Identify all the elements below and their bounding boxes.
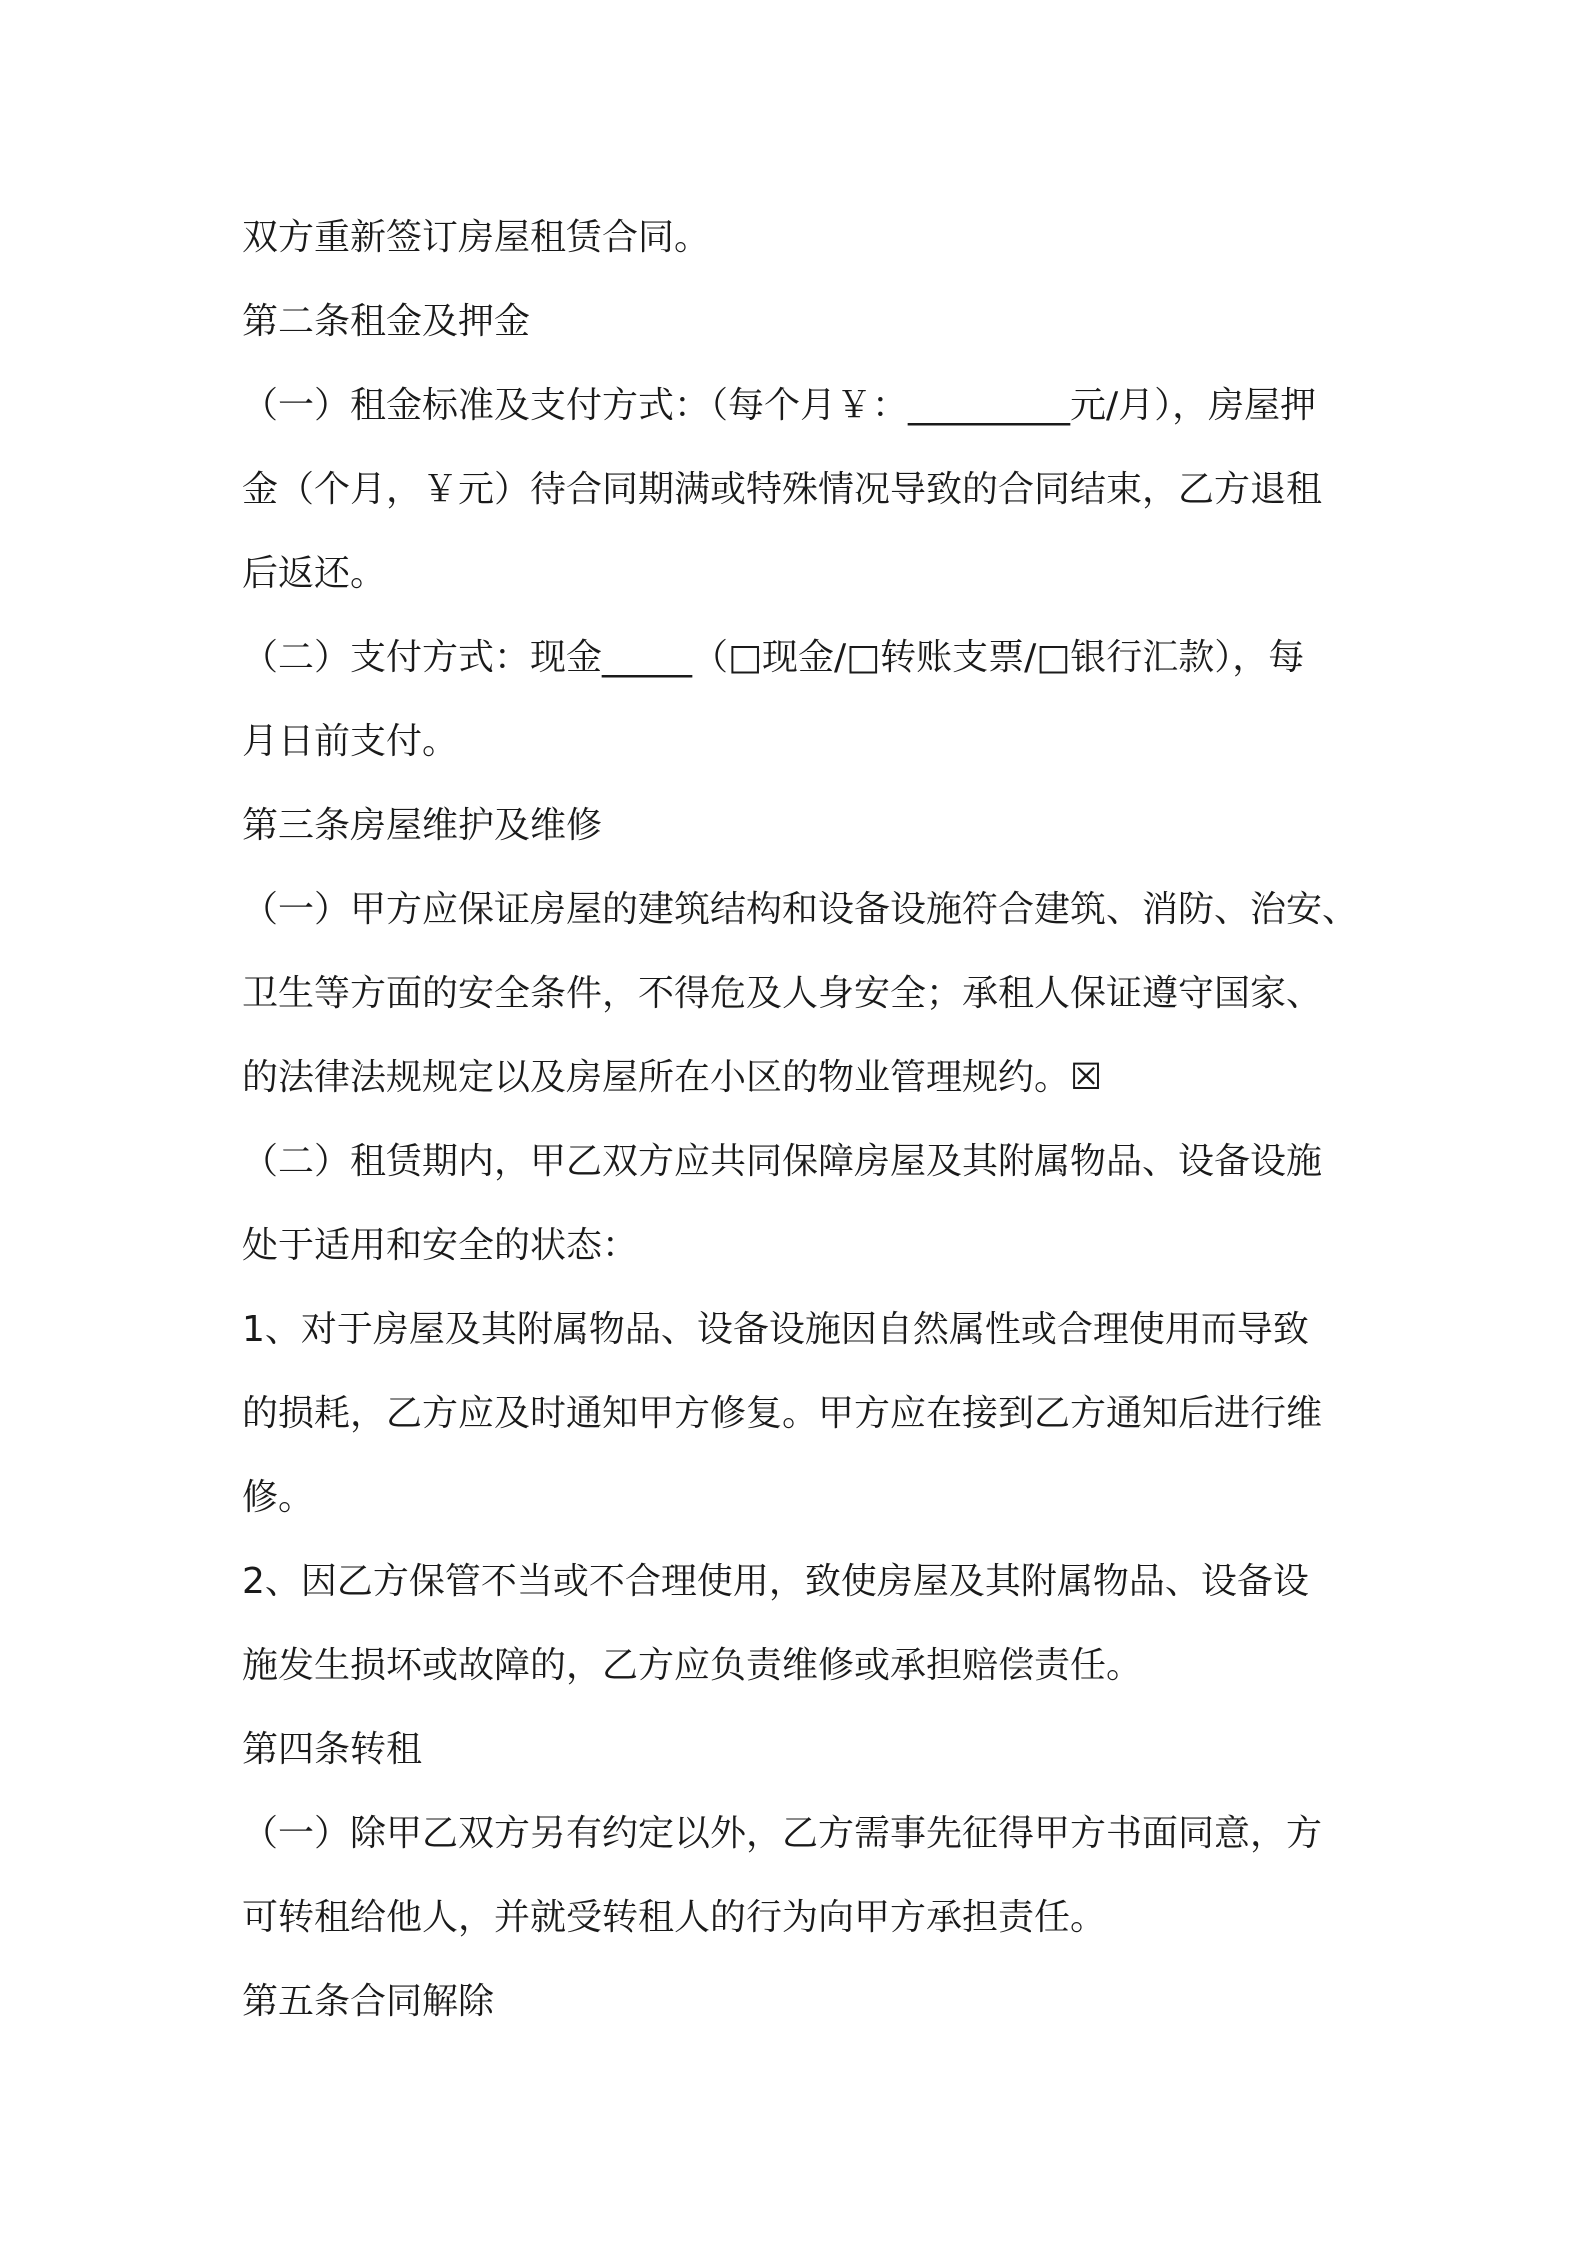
text-line: 处于适用和安全的状态： bbox=[242, 1225, 639, 1266]
text-line: 第四条转租 bbox=[242, 1729, 423, 1770]
text-line: （一）租金标准及支付方式：（每个月￥：_________元/月），房屋押 bbox=[242, 385, 1317, 426]
text-line: 的损耗，乙方应及时通知甲方修复。甲方应在接到乙方通知后进行维 bbox=[242, 1393, 1323, 1434]
text-line: （一）除甲乙双方另有约定以外，乙方需事先征得甲方书面同意，方 bbox=[242, 1813, 1323, 1854]
heading-article-5 bbox=[242, 1960, 1362, 2044]
paragraph-payment-method bbox=[242, 616, 1362, 784]
text-line: 1、对于房屋及其附属物品、设备设施因自然属性或合理使用而导致 bbox=[242, 1309, 1309, 1350]
paragraph-landlord-guarantee bbox=[242, 868, 1362, 1120]
document-body bbox=[242, 196, 1362, 2044]
text-line: （二）支付方式：现金_____（□现金/□转账支票/□银行汇款），每 bbox=[242, 637, 1305, 678]
heading-article-2 bbox=[242, 280, 1362, 364]
heading-article-3 bbox=[242, 784, 1362, 868]
text-line: 后返还。 bbox=[242, 553, 387, 594]
text-line: 第三条房屋维护及维修 bbox=[242, 805, 603, 846]
paragraph-renewal bbox=[242, 196, 1362, 280]
text-line: 的法律法规规定以及房屋所在小区的物业管理规约。☒ bbox=[242, 1057, 1103, 1098]
paragraph-item-1 bbox=[242, 1288, 1362, 1540]
text-line: 月日前支付。 bbox=[242, 721, 459, 762]
text-line: 双方重新签订房屋租赁合同。 bbox=[242, 217, 711, 258]
text-line: 第二条租金及押金 bbox=[242, 301, 531, 342]
heading-article-4 bbox=[242, 1708, 1362, 1792]
text-line: 修。 bbox=[242, 1477, 315, 1518]
paragraph-sublease bbox=[242, 1792, 1362, 1960]
text-line: （二）租赁期内，甲乙双方应共同保障房屋及其附属物品、设备设施 bbox=[242, 1141, 1323, 1182]
text-line: 2、因乙方保管不当或不合理使用，致使房屋及其附属物品、设备设 bbox=[242, 1561, 1309, 1602]
paragraph-item-2 bbox=[242, 1540, 1362, 1708]
text-line: （一）甲方应保证房屋的建筑结构和设备设施符合建筑、消防、治安、 bbox=[242, 889, 1359, 930]
paragraph-lease-period bbox=[242, 1120, 1362, 1288]
paragraph-rent-standard bbox=[242, 364, 1362, 616]
text-line: 施发生损坏或故障的，乙方应负责维修或承担赔偿责任。 bbox=[242, 1645, 1143, 1686]
text-line: 可转租给他人，并就受转租人的行为向甲方承担责任。 bbox=[242, 1897, 1107, 1938]
text-line: 金（个月，￥元）待合同期满或特殊情况导致的合同结束，乙方退租 bbox=[242, 469, 1323, 510]
text-line: 卫生等方面的安全条件，不得危及人身安全；承租人保证遵守国家、 bbox=[242, 973, 1323, 1014]
text-line: 第五条合同解除 bbox=[242, 1981, 495, 2022]
